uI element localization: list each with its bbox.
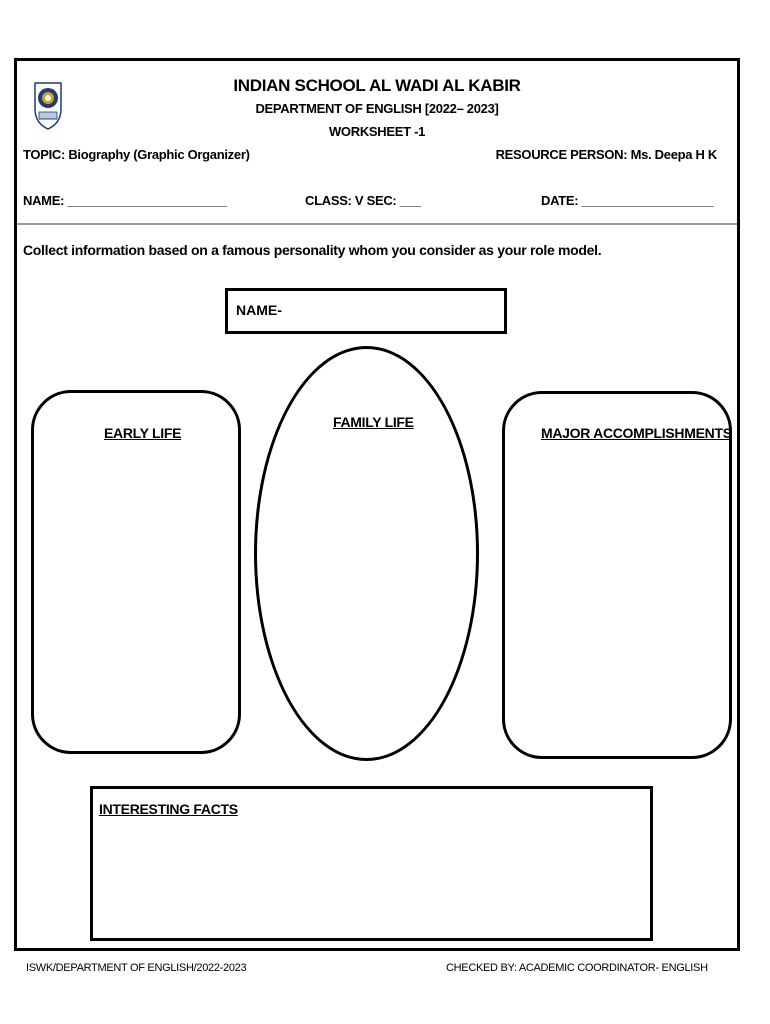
early-life-heading: EARLY LIFE <box>104 425 182 441</box>
major-accomplishments-box <box>502 391 732 759</box>
instruction-text: Collect information based on a famous personality whom you consider as your role model. <box>23 242 602 258</box>
personality-name-box <box>225 288 507 334</box>
interesting-facts-box <box>90 786 653 941</box>
topic-label: TOPIC: Biography (Graphic Organizer) <box>23 147 250 162</box>
student-name-field: NAME: _______________________ <box>23 193 227 208</box>
interesting-facts-heading: INTERESTING FACTS <box>99 801 238 817</box>
worksheet-page <box>14 58 740 951</box>
date-field: DATE: ___________________ <box>541 193 714 208</box>
family-life-heading: FAMILY LIFE <box>333 414 414 430</box>
major-accomplishments-heading: MAJOR ACCOMPLISHMENTS <box>541 425 732 441</box>
department-title: DEPARTMENT OF ENGLISH [2022– 2023] <box>255 101 499 116</box>
resource-person: RESOURCE PERSON: Ms. Deepa H K <box>495 147 717 162</box>
worksheet-number: WORKSHEET -1 <box>328 124 426 139</box>
worksheet-header <box>17 61 737 225</box>
footer-reference: ISWK/DEPARTMENT OF ENGLISH/2022-2023 <box>26 962 247 974</box>
early-life-box <box>31 390 241 754</box>
family-life-oval <box>254 346 479 761</box>
school-name: INDIAN SCHOOL AL WADI AL KABIR <box>233 76 521 95</box>
class-section-field: CLASS: V SEC: ___ <box>305 193 421 208</box>
footer-checked-by: CHECKED BY: ACADEMIC COORDINATOR- ENGLISH <box>446 962 708 974</box>
personality-name-label: NAME- <box>236 302 282 318</box>
